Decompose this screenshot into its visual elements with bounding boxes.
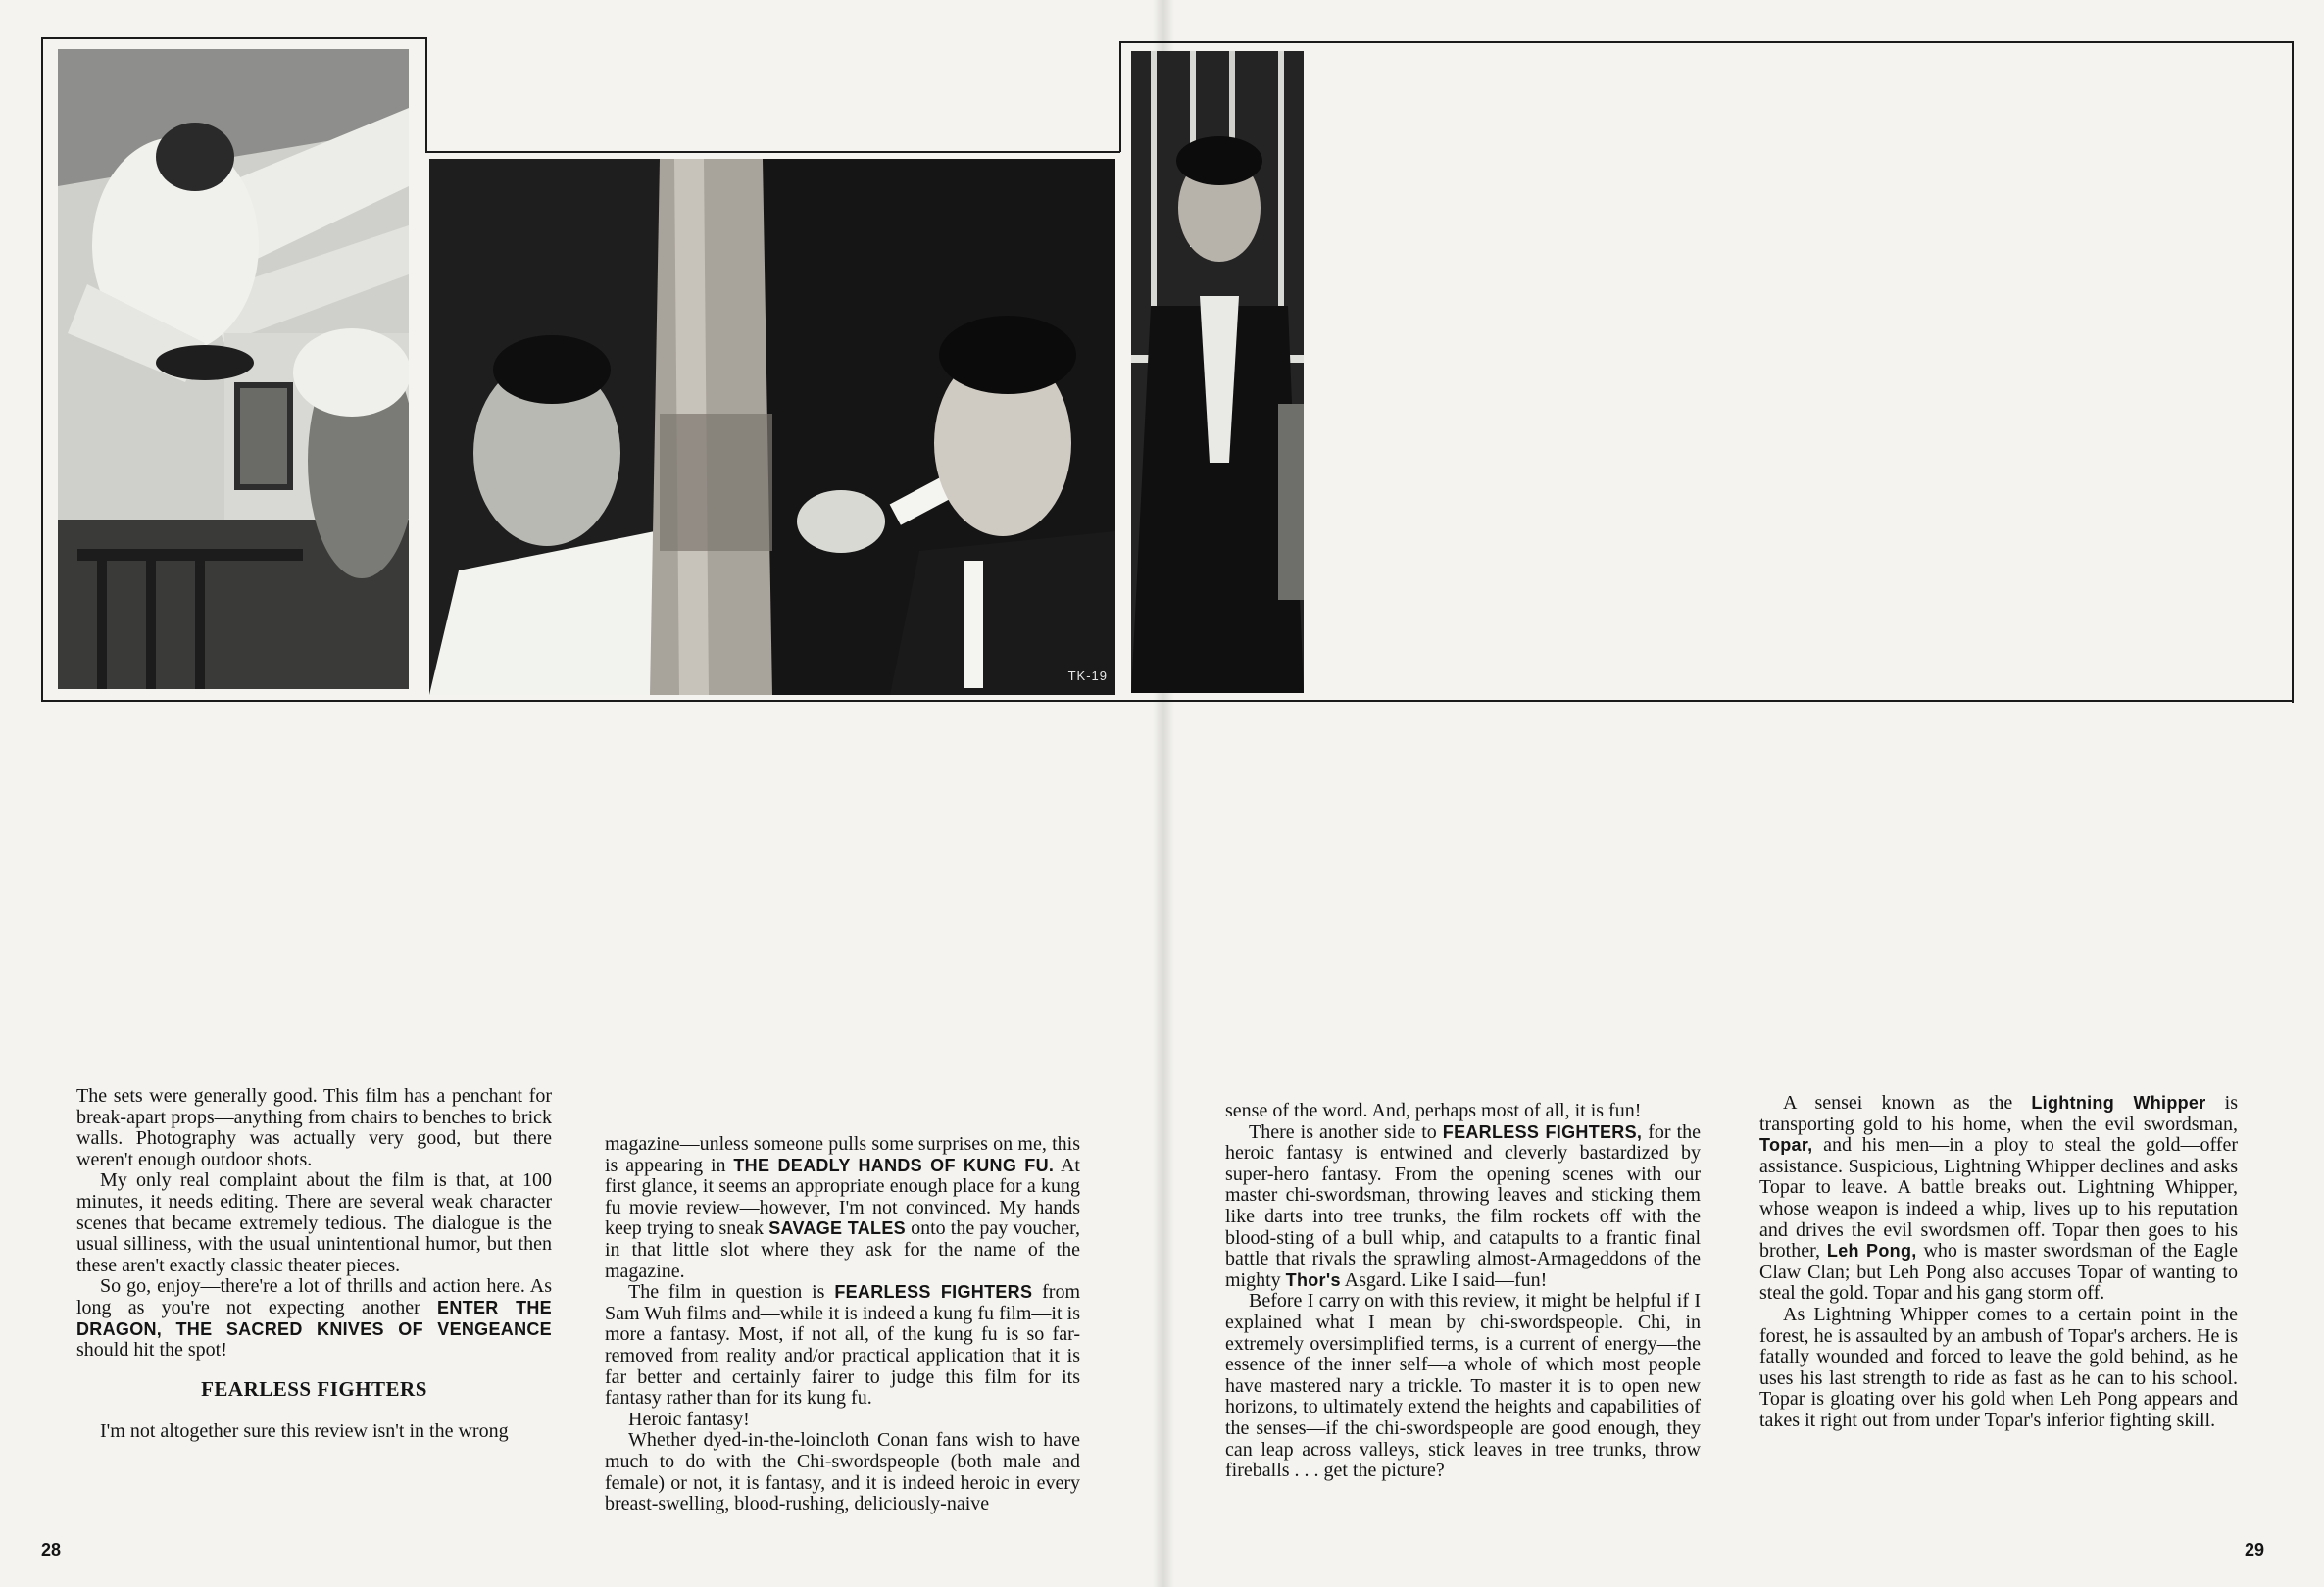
page-number-left: 28 xyxy=(41,1540,62,1560)
body-text: magazine—unless someone pulls some surprises on me, this is appearing in xyxy=(605,1133,1080,1176)
bold-title-text: Lightning Whipper xyxy=(2031,1093,2206,1113)
body-text: Whether dyed-in-the-loincloth Conan fans wish to have much to do with the Chi-swordspeople (both male and female) or not, it is fantasy, and it is indeed heroic in every breast-swelling, blood-rushing, deliciously-naive xyxy=(605,1429,1080,1515)
body-text: from Sam Wuh films and—while it is indeed a kung fu film—it is more a fantasy. Most, if not all, of the kung fu is so far-removed from reality and/or practical application that it is far better and certainly fairer to judge this film for its fantasy rather than for its kung fu. xyxy=(605,1281,1080,1410)
photo-knife-confrontation xyxy=(429,159,1115,695)
photo-standing-swordsman-art xyxy=(1131,51,1304,693)
article-paragraph xyxy=(605,1410,1080,1431)
photo-standing-swordsman xyxy=(1131,51,1304,693)
page-number-right: 29 xyxy=(2245,1540,2265,1560)
photo-knife-confrontation-art xyxy=(429,159,1115,695)
article-paragraph xyxy=(605,1134,1080,1282)
article-column-1 xyxy=(76,1086,552,1443)
frame-line-right xyxy=(2292,41,2294,703)
photo-code-label: TK-19 xyxy=(1067,669,1108,683)
article-paragraph xyxy=(76,1170,552,1276)
body-text: FEARLESS FIGHTERS xyxy=(201,1376,427,1401)
body-text: and his men—in a ploy to steal the gold—offer assistance. Suspicious, Lightning Whipper declines and asks Topar to leave. A battle breaks out. Lightning Whipper, whose weapon is indeed a whip, lives up to his reputation and drives the evil swordsmen off. Topar then goes to his brother, xyxy=(1759,1134,2238,1263)
frame-line-mid-left-vertical xyxy=(425,37,427,152)
body-text: There is another side to xyxy=(1249,1120,1443,1143)
bold-title-text: FEARLESS FIGHTERS, xyxy=(1442,1121,1643,1142)
article-paragraph xyxy=(76,1276,552,1361)
article-paragraph xyxy=(76,1421,552,1443)
bold-title-text: FEARLESS FIGHTERS xyxy=(834,1282,1033,1303)
body-text: As Lightning Whipper comes to a certain point in the forest, he is assaulted by an ambush of Topar's archers. He is fatally wounded and forced to leave the gold behind, as he uses his last strength to ride as fast as he can to his school. Topar is gloating over his gold when Leh Pong appears and takes it right out from under Topar's inferior fighting skill. xyxy=(1759,1303,2238,1431)
bold-title-text: THE DEADLY HANDS OF KUNG FU. xyxy=(733,1155,1055,1175)
frame-line-top-left xyxy=(41,37,426,39)
frame-line-bottom xyxy=(41,700,2294,702)
article-column-4 xyxy=(1759,1093,2238,1432)
body-text: A sensei known as the xyxy=(1783,1092,2032,1114)
article-paragraph xyxy=(76,1086,552,1170)
bold-title-text: Leh Pong, xyxy=(1826,1241,1917,1262)
body-text: The sets were generally good. This film has a penchant for break-apart props—anything from chairs to benches to brick walls. Photography was actually very good, but there weren't enough outdoor shots. xyxy=(76,1085,552,1170)
body-text: My only real complaint about the film is that, at 100 minutes, it needs editing. There are several weak character scenes that became extremely tedious. The dialogue is the usual silliness, with the usual unintentional humor, but then these aren't exactly classic theater pieces. xyxy=(76,1169,552,1276)
body-text: Asgard. Like I said—fun! xyxy=(1340,1268,1548,1291)
frame-line-mid-right-vertical xyxy=(1119,41,1121,152)
frame-line-top-right xyxy=(1119,41,2294,43)
bold-title-text: Topar, xyxy=(1759,1135,1813,1156)
body-text: should hit the spot! xyxy=(76,1339,227,1362)
section-heading xyxy=(76,1376,552,1401)
body-text: onto the pay voucher, in that little slot where they ask for the name of the magazine. xyxy=(605,1217,1080,1282)
body-text: The film in question is xyxy=(628,1281,835,1304)
article-paragraph xyxy=(1759,1305,2238,1432)
photo-leaping-fighter-art xyxy=(58,49,409,689)
article-paragraph xyxy=(605,1430,1080,1514)
article-column-3 xyxy=(1225,1101,1701,1482)
body-text: is transporting gold to his home, when the evil swordsman, xyxy=(1759,1092,2239,1135)
body-text: Before I carry on with this review, it might be helpful if I explained what I mean by chi-swordspeople. Chi, in extremely oversimplified terms, is a current of energy—the essence of the inner self—a whole of which most people have mastered nary a trickle. To master it is to open new horizons, to ultimately extend the heights and capabilities of the senses—if the chi-swordspeople are good enough, they can leap across valleys, stick leaves in tree trunks, throw fireballs . . . get the picture? xyxy=(1225,1290,1701,1482)
article-paragraph xyxy=(1225,1101,1701,1122)
body-text: So go, enjoy—there're a lot of thrills and action here. As long as you're not expecting another xyxy=(76,1275,552,1318)
article-paragraph xyxy=(1759,1093,2238,1305)
body-text: I'm not altogether sure this review isn't in the wrong xyxy=(100,1420,509,1443)
bold-title-text: ENTER THE DRAGON, THE SACRED KNIVES OF VENGEANCE xyxy=(76,1297,552,1339)
frame-line-middle xyxy=(425,151,1120,153)
article-paragraph xyxy=(1225,1122,1701,1292)
body-text: sense of the word. And, perhaps most of all, it is fun! xyxy=(1225,1100,1642,1121)
body-text: Heroic fantasy! xyxy=(628,1408,750,1430)
photo-leaping-fighter xyxy=(58,49,409,689)
article-column-2 xyxy=(605,1134,1080,1515)
article-paragraph xyxy=(1225,1291,1701,1481)
body-text: for the heroic fantasy is entwined and cleverly bastardized by super-hero fantasy. From the opening scenes with our master chi-swordsman, throwing leaves and sticking them like darts into tree trunks, the film rockets off with the blood-sting of a bull whip, and catapults to a frantic final battle that rivals the sprawling almost-Armageddons of the mighty xyxy=(1225,1120,1701,1291)
frame-line-left xyxy=(41,37,43,702)
body-text: At first glance, it seems an appropriate enough place for a kung fu movie review—however, I'm not convinced. My hands keep trying to sneak xyxy=(605,1154,1080,1240)
body-text: who is master swordsman of the Eagle Claw Clan; but Leh Pong also accuses Topar of wanting to steal the gold. Topar and his gang storm off. xyxy=(1759,1240,2238,1305)
article-paragraph xyxy=(605,1282,1080,1410)
bold-title-text: Thor's xyxy=(1285,1269,1341,1290)
bold-title-text: SAVAGE TALES xyxy=(768,1218,906,1239)
